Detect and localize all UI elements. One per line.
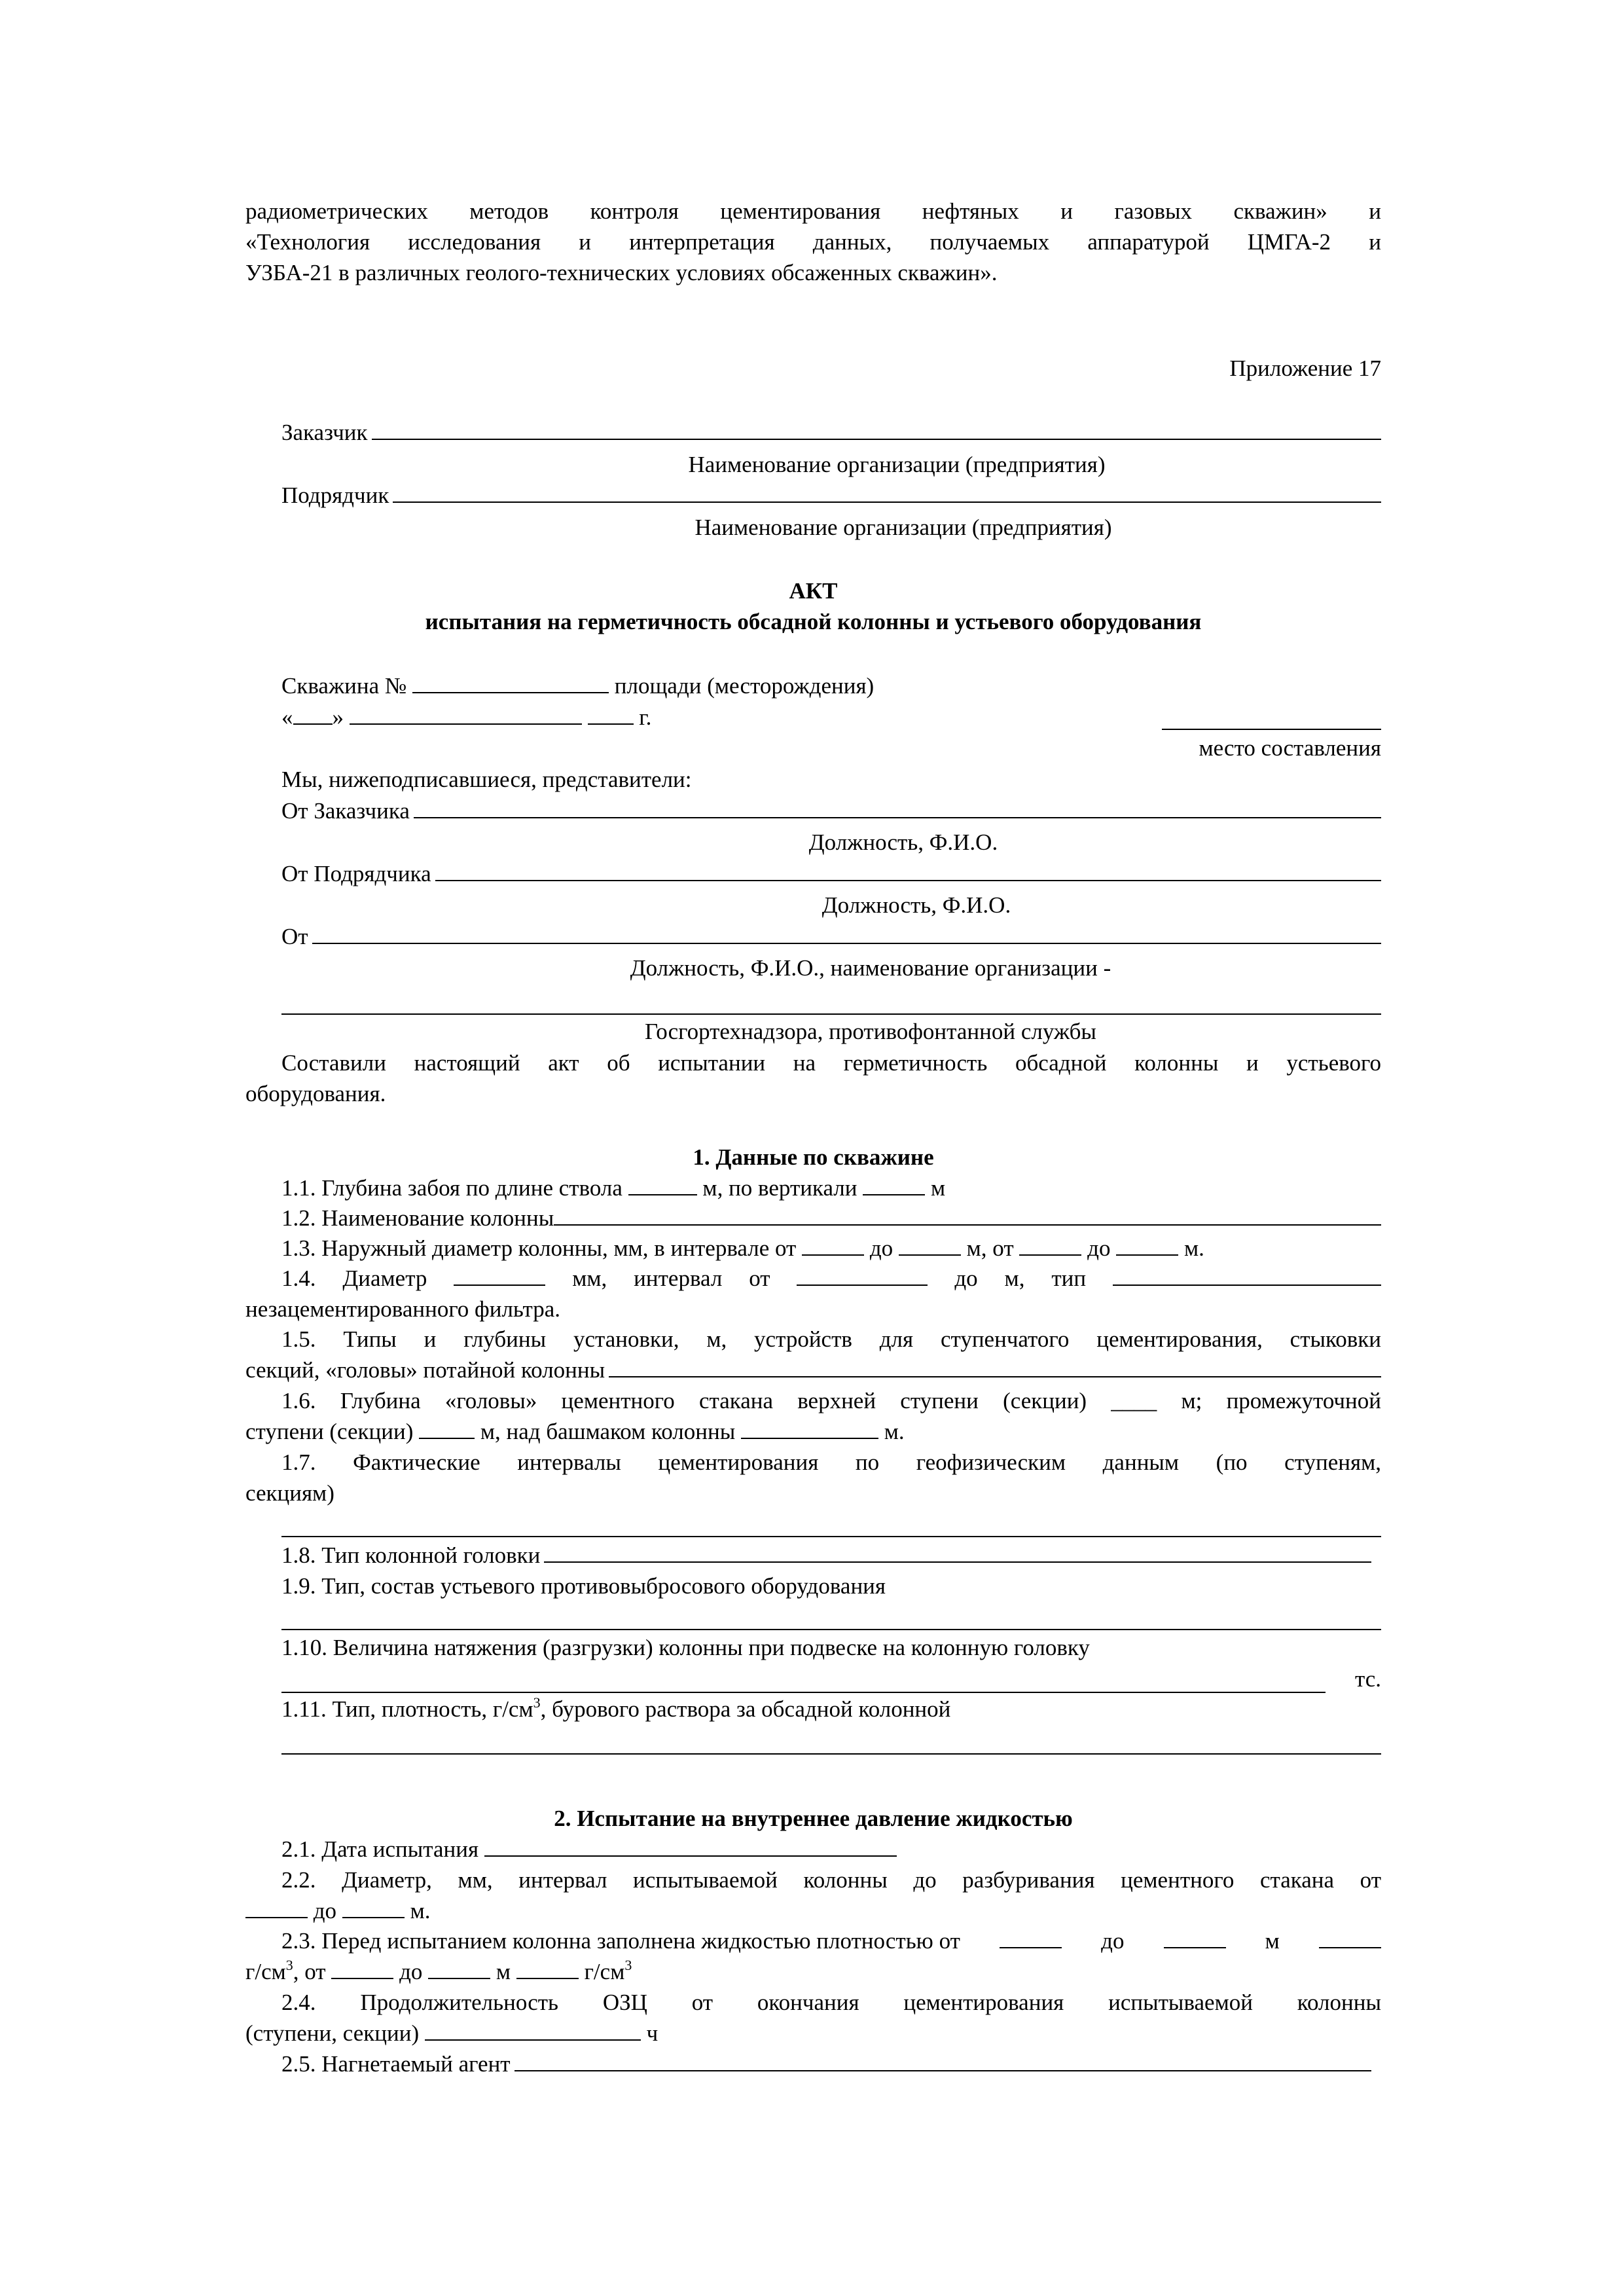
od-from-1-field[interactable] — [802, 1235, 864, 1256]
item-2-3-sup2: 3 — [624, 1957, 632, 1973]
statement-line-1: Составили настоящий акт об испытании на герметичность обсадной колонны и устьевого — [281, 1050, 1381, 1076]
customer-caption: Наименование организации (предприятия) — [688, 452, 1106, 477]
intro-line-2: «Технология исследования и интерпретация данных, получаемых аппаратурой ЦМГА-2 и — [245, 229, 1381, 255]
item-2-4-line-1: 2.4. Продолжительность ОЗЦ от окончания цементирования испытываемой колонны — [281, 1990, 1381, 2015]
rep-contractor-caption: Должность, Ф.И.О. — [821, 892, 1011, 918]
item-1-9: 1.9. Тип, состав устьевого противовыбросового оборудования — [281, 1573, 886, 1599]
item-1-1-unit: м — [930, 1175, 946, 1201]
rep-other-field[interactable] — [312, 923, 1381, 944]
item-2-3-to2: до — [399, 1959, 423, 1984]
item-1-4-num: 1.4. — [281, 1266, 316, 1291]
item-1-3-from2: м, от — [966, 1235, 1014, 1261]
rep-customer-caption: Должность, Ф.И.О. — [808, 829, 998, 855]
well-label: Скважина № — [281, 673, 407, 699]
act-subtitle: испытания на герметичность обсадной колонны и устьевого оборудования — [425, 609, 1202, 634]
date-close-quote: » — [332, 704, 344, 730]
item-1-11-text: 1.11. Тип, плотность, г/см — [281, 1696, 533, 1722]
density-to-2-field[interactable] — [428, 1958, 490, 1979]
item-1-6-unit: м. — [884, 1419, 905, 1444]
item-1-5-line-2 — [245, 1355, 1381, 1385]
item-1-4-interval: интервал — [634, 1266, 723, 1291]
rep-other-label: От — [281, 924, 308, 949]
density-value-field[interactable] — [1319, 1927, 1381, 1948]
item-2-1-text: 2.1. Дата испытания — [281, 1836, 479, 1862]
depth-vertical-field[interactable] — [863, 1175, 925, 1195]
item-2-3-line-2 — [245, 1957, 1381, 1987]
item-1-6-line-2 — [245, 1417, 1381, 1447]
well-row — [281, 671, 1381, 701]
customer-row — [281, 418, 1381, 448]
item-1-5-text: секций, «головы» потайной колонны — [245, 1357, 605, 1383]
item-1-1-text-b: м, по вертикали — [702, 1175, 857, 1201]
rep-other-caption: Должность, Ф.И.О., наименование организации - — [630, 955, 1111, 981]
customer-label: Заказчик — [281, 420, 368, 445]
appendix-label: Приложение 17 — [1229, 355, 1381, 381]
od-to-2-field[interactable] — [1116, 1235, 1178, 1256]
intro-line-1: радиометрических методов контроля цементирования нефтяных и газовых скважин» и — [245, 198, 1381, 224]
rep-contractor-field[interactable] — [435, 860, 1381, 881]
item-1-11-text-b: , бурового раствора за обсадной колонной — [540, 1696, 951, 1722]
cement-intervals-field[interactable] — [281, 1536, 1381, 1537]
item-1-4-from: от — [749, 1266, 770, 1291]
casing-head-type-field[interactable] — [544, 1542, 1371, 1563]
filter-type-field[interactable] — [1113, 1265, 1381, 1286]
date-year-field[interactable] — [588, 704, 634, 725]
item-1-3-unit: м. — [1183, 1235, 1204, 1261]
item-2-3-to: до — [1101, 1928, 1125, 1954]
item-2-3-from2: , от — [293, 1959, 326, 1984]
item-1-4 — [281, 1264, 1381, 1294]
customer-field[interactable] — [372, 419, 1381, 440]
interval-to-field[interactable] — [342, 1897, 405, 1918]
item-1-6-text-b: м, над башмаком колонны — [480, 1419, 736, 1444]
item-1-2 — [281, 1203, 1381, 1233]
density-from-2-field[interactable] — [331, 1958, 393, 1979]
rep-customer-field[interactable] — [414, 797, 1381, 818]
item-2-3-text: 2.3. Перед испытанием колонна заполнена жидкостью плотностью от — [281, 1928, 960, 1954]
rep-other-row — [281, 922, 1381, 952]
intro-line-3: УЗБА-21 в различных геолого-технических условиях обсаженных скважин». — [245, 260, 998, 285]
item-1-3-to2: до — [1087, 1235, 1111, 1261]
item-1-6-line-1: 1.6. Глубина «головы» цементного стакана верхней ступени (секции) ____ м; промежуточной — [281, 1388, 1381, 1413]
test-date-field[interactable] — [484, 1836, 897, 1857]
rep-contractor-label: От Подрядчика — [281, 861, 431, 886]
item-1-11-sup: 3 — [533, 1694, 541, 1711]
contractor-caption: Наименование организации (предприятия) — [695, 515, 1112, 540]
item-1-8 — [281, 1540, 1371, 1571]
item-1-10: 1.10. Величина натяжения (разгрузки) колонны при подвеске на колонную головку — [281, 1635, 1090, 1660]
ozc-duration-field[interactable] — [425, 2020, 641, 2041]
item-1-1-text: 1.1. Глубина забоя по длине ствола — [281, 1175, 623, 1201]
place-caption: место составления — [1199, 735, 1381, 761]
item-2-4-text: (ступени, секции) — [245, 2020, 420, 2046]
item-2-4-line-2 — [245, 2018, 1381, 2049]
depth-length-field[interactable] — [628, 1175, 697, 1195]
item-1-5-line-1: 1.5. Типы и глубины установки, м, устройств для ступенчатого цементирования, стыковки — [281, 1326, 1381, 1352]
date-day-field[interactable] — [293, 704, 333, 725]
item-2-3-unit2: г/см — [584, 1959, 625, 1984]
item-1-7-line-1: 1.7. Фактические интервалы цементирования по геофизическим данным (по ступеням, — [281, 1449, 1381, 1475]
interval-from-field[interactable] — [245, 1897, 308, 1918]
stage-devices-field[interactable] — [609, 1357, 1381, 1377]
item-1-4-cont: незацементированного фильтра. — [245, 1296, 561, 1322]
item-1-3-text: 1.3. Наружный диаметр колонны, мм, в интервале от — [281, 1235, 797, 1261]
contractor-label: Подрядчик — [281, 483, 389, 508]
rep-customer-label: От Заказчика — [281, 798, 410, 824]
statement-line-2: оборудования. — [245, 1081, 386, 1106]
od-from-2-field[interactable] — [1019, 1235, 1081, 1256]
act-title: АКТ — [789, 578, 838, 604]
reps-intro: Мы, нижеподписавшиеся, представители: — [281, 767, 692, 792]
column-name-field[interactable] — [554, 1205, 1381, 1226]
item-1-4-to: до — [954, 1266, 978, 1291]
item-1-8-text: 1.8. Тип колонной головки — [281, 1542, 541, 1568]
rep-other-field-2[interactable] — [281, 1013, 1381, 1015]
item-1-7-line-2: секциям) — [245, 1480, 334, 1506]
item-2-5-text: 2.5. Нагнетаемый агент — [281, 2051, 511, 2077]
rep-customer-row — [281, 796, 1381, 826]
item-2-3-sup: 3 — [285, 1957, 293, 1973]
item-1-2-text: 1.2. Наименование колонны — [281, 1205, 554, 1231]
year-suffix: г. — [639, 704, 652, 730]
injected-agent-field[interactable] — [514, 2050, 1371, 2071]
date-open-quote: « — [281, 704, 293, 730]
density-from-field[interactable] — [1000, 1927, 1062, 1948]
mud-field[interactable] — [281, 1753, 1381, 1755]
density-to-field[interactable] — [1164, 1927, 1226, 1948]
item-1-4-diameter: Диаметр — [342, 1266, 427, 1291]
item-2-2-unit: м. — [410, 1898, 431, 1923]
item-1-3 — [281, 1233, 1381, 1264]
density-value-2-field[interactable] — [516, 1958, 579, 1979]
section1-heading: 1. Данные по скважине — [693, 1144, 934, 1170]
date-month-field[interactable] — [350, 704, 582, 725]
well-number-field[interactable] — [412, 672, 609, 693]
item-1-3-to: до — [869, 1235, 893, 1261]
od-to-1-field[interactable] — [899, 1235, 961, 1256]
item-2-1 — [281, 1834, 1381, 1865]
item-2-3-line-1 — [281, 1926, 1381, 1956]
item-2-3-m2: м — [496, 1959, 511, 1984]
section2-heading: 2. Испытание на внутреннее давление жидкостью — [554, 1806, 1073, 1831]
above-shoe-field[interactable] — [741, 1418, 878, 1439]
contractor-field[interactable] — [393, 482, 1381, 503]
place-field[interactable] — [1162, 729, 1381, 730]
well-field-text: площади (месторождения) — [614, 673, 875, 699]
gost-caption: Госгортехнадзора, противофонтанной службы — [645, 1019, 1096, 1044]
item-2-3-unit: г/см — [245, 1959, 286, 1984]
item-2-3-m: м — [1265, 1928, 1280, 1954]
item-1-1 — [281, 1173, 1381, 1203]
contractor-row — [281, 481, 1381, 511]
rep-contractor-row — [281, 859, 1381, 889]
item-2-5 — [281, 2049, 1371, 2079]
item-1-4-mm: мм, — [572, 1266, 607, 1291]
item-2-2-line-2 — [245, 1896, 1381, 1926]
filter-diameter-field[interactable] — [454, 1265, 545, 1286]
item-2-4-unit: ч — [646, 2020, 659, 2046]
item-1-11 — [281, 1694, 1381, 1724]
item-1-10-unit: тс. — [1354, 1666, 1381, 1692]
item-1-4-m: м, — [1004, 1266, 1025, 1291]
item-1-6-text: ступени (секции) — [245, 1419, 414, 1444]
item-2-2-line-1: 2.2. Диаметр, мм, интервал испытываемой колонны до разбуривания цементного стакана от — [281, 1867, 1381, 1893]
item-1-4-type: тип — [1051, 1266, 1087, 1291]
item-2-2-to: до — [313, 1898, 337, 1923]
filter-interval-field[interactable] — [797, 1265, 928, 1286]
bop-equipment-field[interactable] — [281, 1629, 1381, 1630]
intermediate-stage-field[interactable] — [419, 1418, 475, 1439]
